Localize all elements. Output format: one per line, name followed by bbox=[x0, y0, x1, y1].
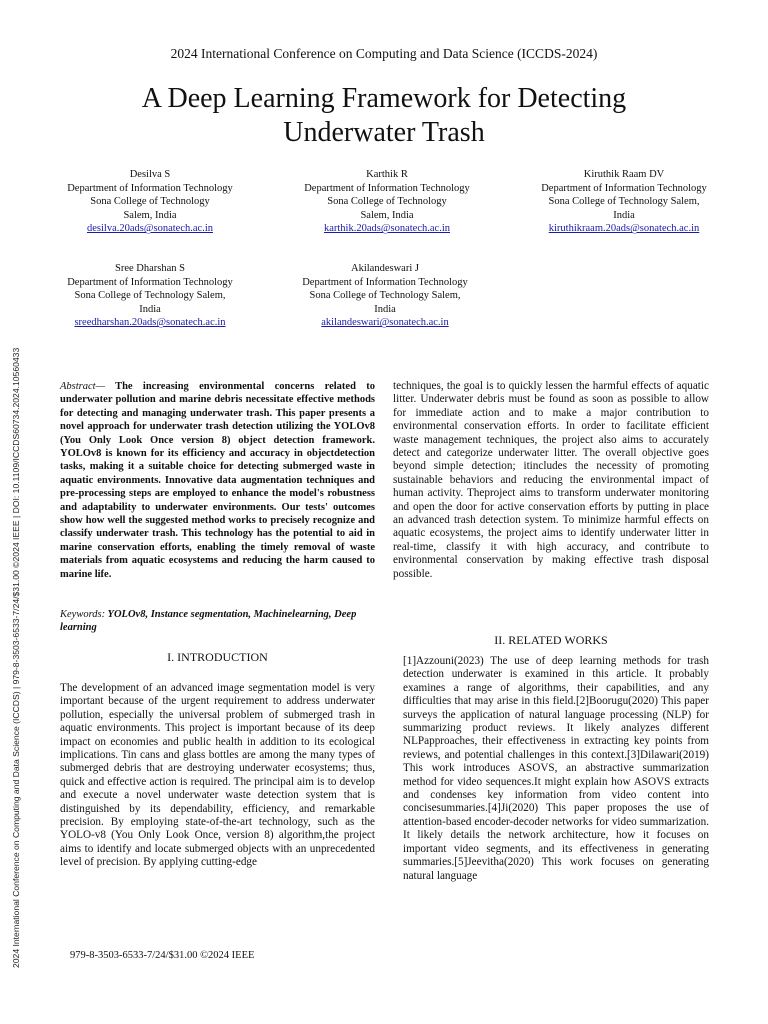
author-block-4 bbox=[50, 262, 250, 330]
author-affil: Sona College of Technology bbox=[327, 196, 447, 208]
title-line-1: A Deep Learning Framework for Detecting bbox=[141, 83, 627, 114]
author-dept: Department of Information Technology bbox=[304, 182, 470, 194]
author-affil: India bbox=[613, 209, 635, 221]
author-affil: Sona College of Technology Salem, bbox=[548, 196, 700, 208]
author-affil: Sona College of Technology Salem, bbox=[74, 290, 226, 302]
author-email-link[interactable]: akilandeswari@sonatech.ac.in bbox=[321, 317, 449, 329]
keywords-label: Keywords: bbox=[60, 609, 106, 620]
introduction-text: The development of an advanced image segmentation model is very important because of the urgent requirement to address underwater pollution, especially the universal problem of submerged trash in aquatic environments. This project is important because of its deep impact on economies and public health in addition to its ecological implications. Tin cans and glass bottles are among the many types of submerged debris that are destroying underwater ecosystems; thus, quick and effective action is required. The principal aim is to develop and execute a novel underwater waste detection system that is distinguished by its dependability, efficiency, and remarkable precision. By employing state-of-the-art technology, such as the YOLO-v8 (You Only Look Once, version 8) algorithm,the project aims to identify and locate submerged objects with an unprecedented level of precision. By applying cutting-edge bbox=[60, 682, 375, 869]
author-block-2 bbox=[287, 168, 487, 236]
author-block-3 bbox=[524, 168, 724, 236]
author-affil: India bbox=[374, 303, 396, 315]
page-footer: 979-8-3503-6533-7/24/$31.00 ©2024 IEEE bbox=[70, 950, 255, 961]
author-block-1 bbox=[50, 168, 250, 236]
author-email-link[interactable]: desilva.20ads@sonatech.ac.in bbox=[86, 223, 213, 235]
keywords bbox=[60, 608, 375, 635]
author-dept: Department of Information Technology bbox=[67, 182, 233, 194]
author-name: Sree Dharshan S bbox=[115, 263, 185, 274]
author-affil: India bbox=[139, 303, 161, 315]
abstract bbox=[60, 380, 375, 581]
author-name: Kiruthik Raam DV bbox=[583, 169, 665, 180]
keywords-text: YOLOv8, Instance segmentation, Machinelearning, Deep learning bbox=[60, 609, 357, 634]
abstract-text: The increasing environmental concerns related to underwater pollution and marine debris necessitate effective methods for detecting and managing underwater trash. This paper presents a novel approach for underwater trash detection utilizing the YOLOv8 (You Only Look Once version 8) object detection framework. YOLOv8 is known for its efficiency and accuracy in objectdetection tasks, making it a suitable choice for detecting submerged waste in aquatic environments. Innovative data augmentation techniques and pre-processing steps are employed to enhance the model's robustness and adaptability to underwater environments. Our tests' outcomes show how well the suggested method works to precisely recognize and classify underwater trash. This technology has the potential to aid in marine conservation efforts, enabling the timely removal of waste materials from aquatic ecosystems and reducing the harm caused to marine life. bbox=[60, 381, 375, 580]
author-dept: Department of Information Technology bbox=[541, 182, 707, 194]
conference-header: 2024 International Conference on Computing and Data Science (ICCDS-2024) bbox=[170, 46, 598, 61]
paper-title bbox=[84, 82, 684, 150]
related-works-text: [1]Azzouni(2023) The use of deep learning methods for trash detection underwater is examined in this article. It probably examines a range of algorithms, their capabilities, and any difficulties that may arise in this field.[2]Boorugu(2020) This paper surveys the application of natural language processing (NLP) for summarizing product reviews. It likely analyzes different NLPapproaches, their effectiveness in extracting key points from reviews, and potential challenges in this context.[3]Dilawari(2019) This work introduces ASOVS, an abstractive summarization method for video sequences.It might explain how ASOVS extracts and condenses key information from video content into concisesummaries.[4]Ji(2020) This paper proposes the use of attention-based encoder-decoder networks for video summarization. It likely details the network architecture, how it focuses on important video segments, and its effectiveness in generating summaries.[5]Jeevitha(2020) This work focuses on generating natural language bbox=[403, 655, 709, 882]
side-identifier: 2024 International Conference on Computing and Data Science (ICCDS) | 979-8-3503-6533-7/24/$31.00 ©2024 IEEE | DOI: 10.1109/ICCDS60734.2024.10560433 bbox=[11, 347, 21, 968]
author-name: Akilandeswari J bbox=[351, 263, 419, 274]
section-heading-related-works: II. RELATED WORKS bbox=[494, 633, 608, 647]
author-dept: Department of Information Technology bbox=[67, 276, 233, 288]
author-affil: Sona College of Technology Salem, bbox=[309, 290, 461, 302]
author-affil: Salem, India bbox=[360, 209, 414, 221]
right-column-text: techniques, the goal is to quickly lessen the harmful effects of aquatic litter. Underwater debris must be found as soon as possible to allow for immediate action and to make a major contribution to environmental conservation efforts. In order to facilitate efficient waste management techniques, the project also aims to accurately detect and categorize underwater litter. The overall objective goes beyond simple detection; itincludes the necessity of promoting sustainable behaviors and reducing the environmental impact of human activity. Theproject aims to transform underwater monitoring and open the door for active conservation efforts by putting in place an advanced trash detection system. To minimize harmful effects on aquatic ecosystems, the project aims to identify underwater litter in real-time, classify it with high accuracy, and contribute to environmental conservation by making effective trash disposal possible. bbox=[393, 380, 709, 580]
author-email-link[interactable]: sreedharshan.20ads@sonatech.ac.in bbox=[74, 317, 226, 329]
author-affil: Sona College of Technology bbox=[90, 196, 210, 208]
author-dept: Department of Information Technology bbox=[302, 276, 468, 288]
author-name: Desilva S bbox=[129, 169, 171, 180]
title-line-2: Underwater Trash bbox=[283, 117, 485, 148]
author-block-5 bbox=[285, 262, 485, 330]
author-email-link[interactable]: karthik.20ads@sonatech.ac.in bbox=[323, 223, 450, 235]
author-name: Karthik R bbox=[366, 169, 408, 180]
abstract-label: Abstract— bbox=[60, 381, 105, 392]
author-affil: Salem, India bbox=[123, 209, 177, 221]
section-heading-introduction: I. INTRODUCTION bbox=[167, 650, 268, 664]
author-email-link[interactable]: kiruthikraam.20ads@sonatech.ac.in bbox=[548, 223, 700, 235]
